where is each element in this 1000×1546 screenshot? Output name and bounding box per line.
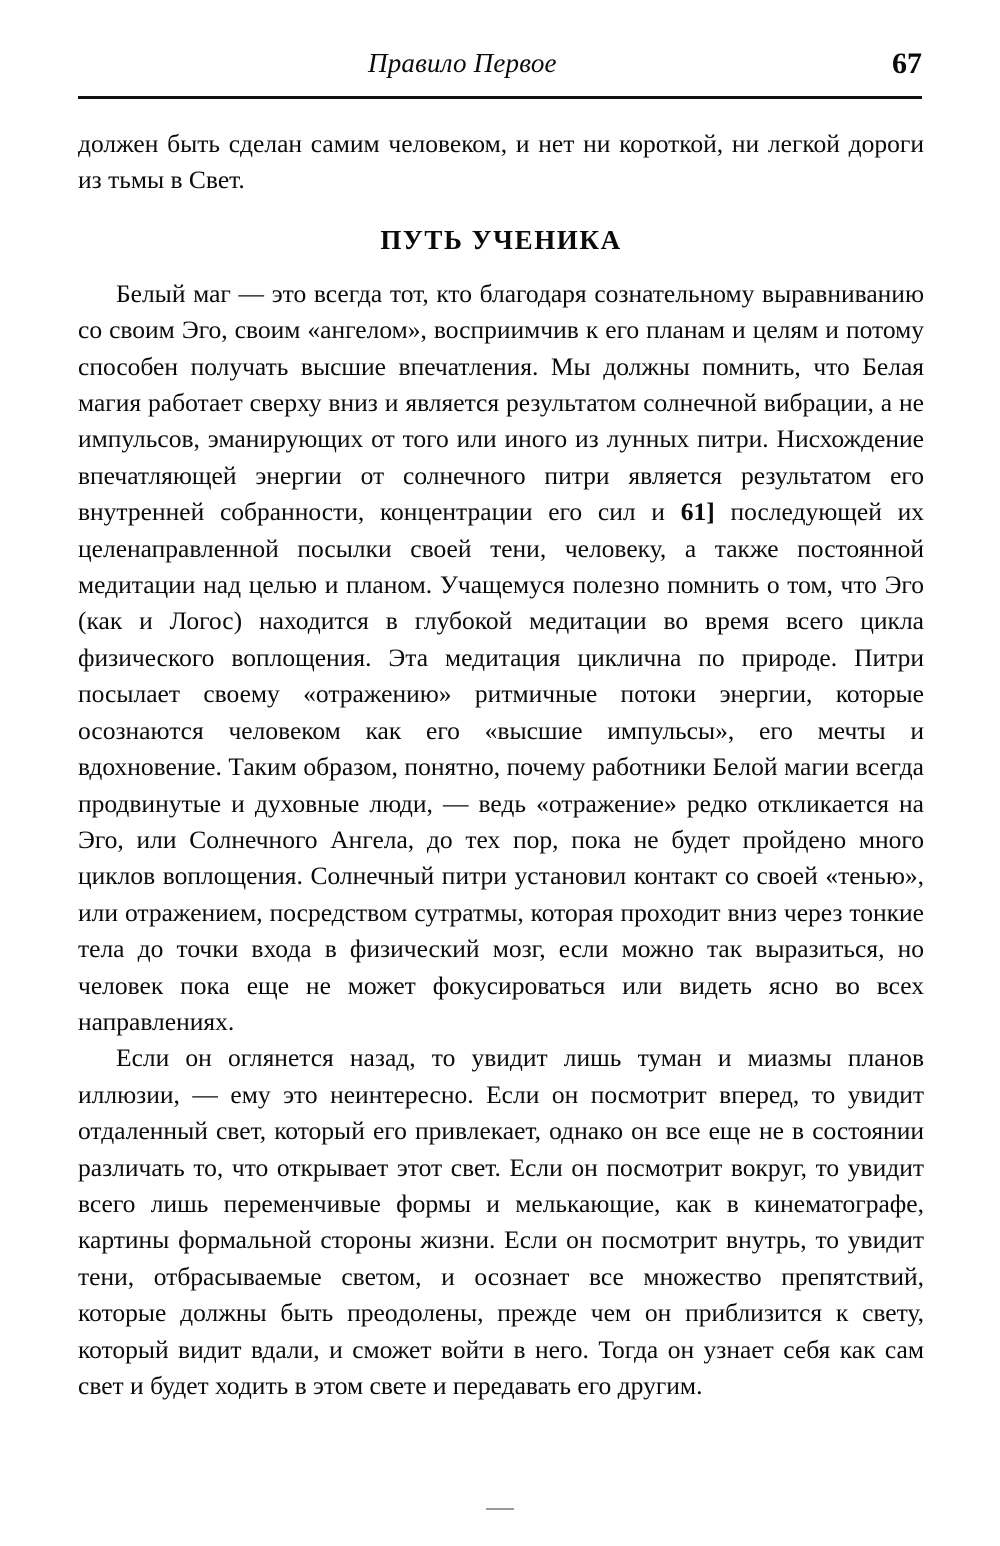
page-content bbox=[78, 126, 924, 1404]
paragraph-2: Если он оглянется назад, то увидит лишь туман и миазмы планов иллюзии, — ему это неинтересно. Если он посмотрит вперед, то увидит отдаленный свет, который его привлекает, однако он все еще не в состоянии различать то, что открывает этот свет. Если он посмотрит вокруг, то увидит всего лишь переменчивые формы и мелькающие, как в кинематографе, картины формальной стороны жизни. Если он посмотрит внутрь, то увидит тени, отбрасываемые светом, и осознает все множество препятствий, которые должны быть преодолены, прежде чем он приблизится к свету, который видит вдали, и сможет войти в него. Тогда он узнает себя как сам свет и будет ходить в этом свете и передавать его другим. bbox=[78, 1043, 924, 1400]
paragraph-1-part-a: Белый маг — это всегда тот, кто благодаря сознательному выравниванию со своим Эго, своим «ангелом», восприимчив к его планам и целям и потому способен получать высшие впечатления. Мы должны помнить, что Белая магия работает сверху вниз и является результатом солнечной вибрации, а не импульсов, эманирующих от того или иного из лунных питри. Нисхождение впечатляющей энергии от солнечного питри является результатом его внутренней собранности, концентрации его сил и bbox=[78, 278, 924, 527]
paragraph-1 bbox=[78, 276, 924, 1041]
footer-ornament bbox=[486, 1508, 514, 1510]
inline-page-marker: 61] bbox=[680, 497, 715, 527]
header-divider bbox=[78, 96, 922, 99]
paragraph-continued: должен быть сделан самим человеком, и нет ни короткой, ни легкой дороги из тьмы в Свет. bbox=[78, 129, 924, 195]
section-heading: ПУТЬ УЧЕНИКА bbox=[380, 224, 622, 255]
page-number: 67 bbox=[892, 47, 922, 80]
running-title: Правило Первое bbox=[368, 48, 557, 78]
paragraph-1-part-b: последующей их целенаправленной посылки своей тени, человеку, а также постоянной медитации над целью и планом. Учащемуся полезно помнить о том, что Эго (как и Логос) находится в глубокой медитации во время всего цикла физического воплощения. Эта медитация циклична по природе. Питри посылает своему «отражению» ритмичные потоки энергии, которые осознаются человеком как его «высшие импульсы», его мечты и вдохновение. Таким образом, понятно, почему работники Белой магии всегда продвинутые и духовные люди, — ведь «отражение» редко откликается на Эго, или Солнечного Ангела, до тех пор, пока не будет пройдено много циклов воплощения. Солнечный питри установил контакт со своей «тенью», или отражением, посредством сутратмы, которая проходит вниз через тонкие тела до точки входа в физический мозг, если можно так выразиться, но человек пока еще не может фокусироваться или видеть ясно во всех направлениях. bbox=[78, 497, 924, 1036]
page-header bbox=[78, 48, 922, 94]
